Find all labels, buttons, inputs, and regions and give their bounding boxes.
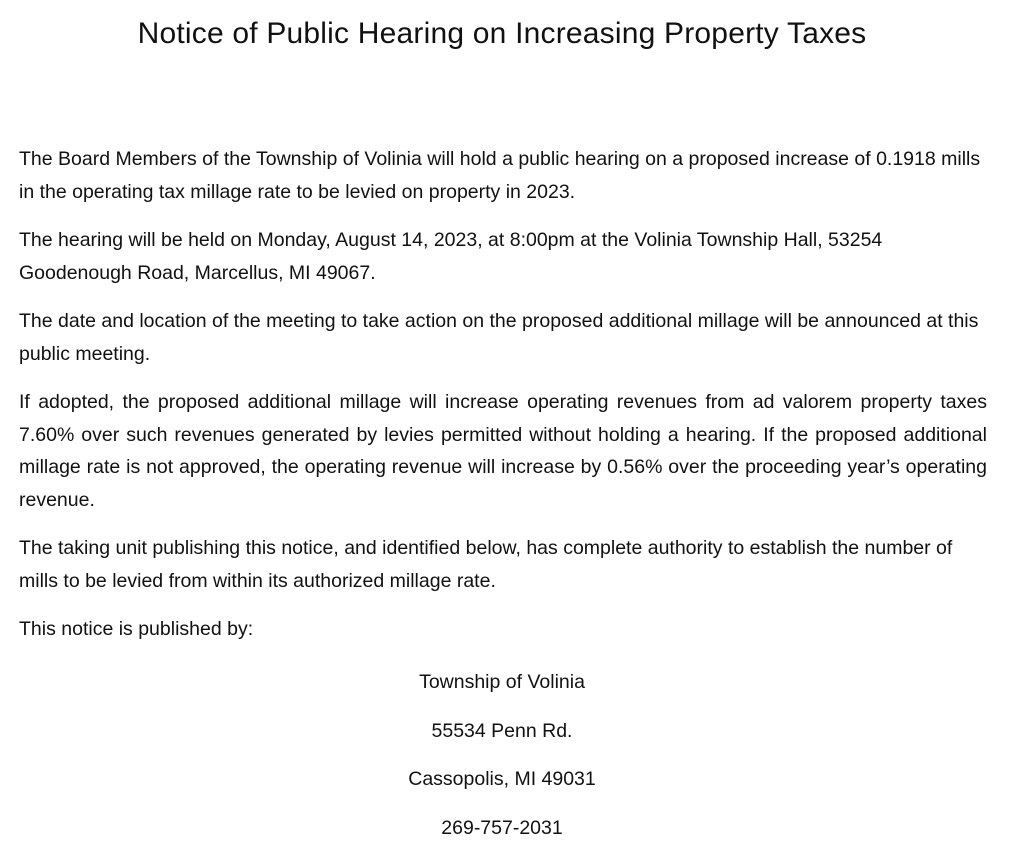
notice-body [19,143,987,662]
hearing-date-location-paragraph: The hearing will be held on Monday, August 14, 2023, at 8:00pm at the Volinia Township Hall, 53254 Goodenough Road, Marcellus, MI 49067. [19,229,883,284]
action-meeting-paragraph: The date and location of the meeting to take action on the proposed additional millage will be announced at this public meeting. [19,310,979,365]
notice-title: Notice of Public Hearing on Increasing Property Taxes [137,17,867,50]
publisher-address: 55534 Penn Rd. [431,719,573,742]
publisher-block [0,666,1004,860]
authority-paragraph: The taking unit publishing this notice, and identified below, has complete authority to establish the number of mills to be levied from within its authorized millage rate. [19,537,953,592]
publisher-name: Township of Volinia [419,671,585,693]
published-by-paragraph: This notice is published by: [19,618,254,640]
revenue-impact-paragraph: If adopted, the proposed additional millage will increase operating revenues from ad valorem property taxes 7.60% over such revenues generated by levies permitted without holding a hearing. If the proposed additional millage rate is not approved, the operating revenue will increase by 0.56% over the proceeding year’s operating revenue. [19,391,987,511]
publisher-city: Cassopolis, MI 49031 [408,768,596,790]
hearing-proposal-paragraph: The Board Members of the Township of Volinia will hold a public hearing on a proposed increase of 0.1918 mills in the operating tax millage rate to be levied on property in 2023. [19,148,981,203]
publisher-phone: 269-757-2031 [441,816,563,839]
